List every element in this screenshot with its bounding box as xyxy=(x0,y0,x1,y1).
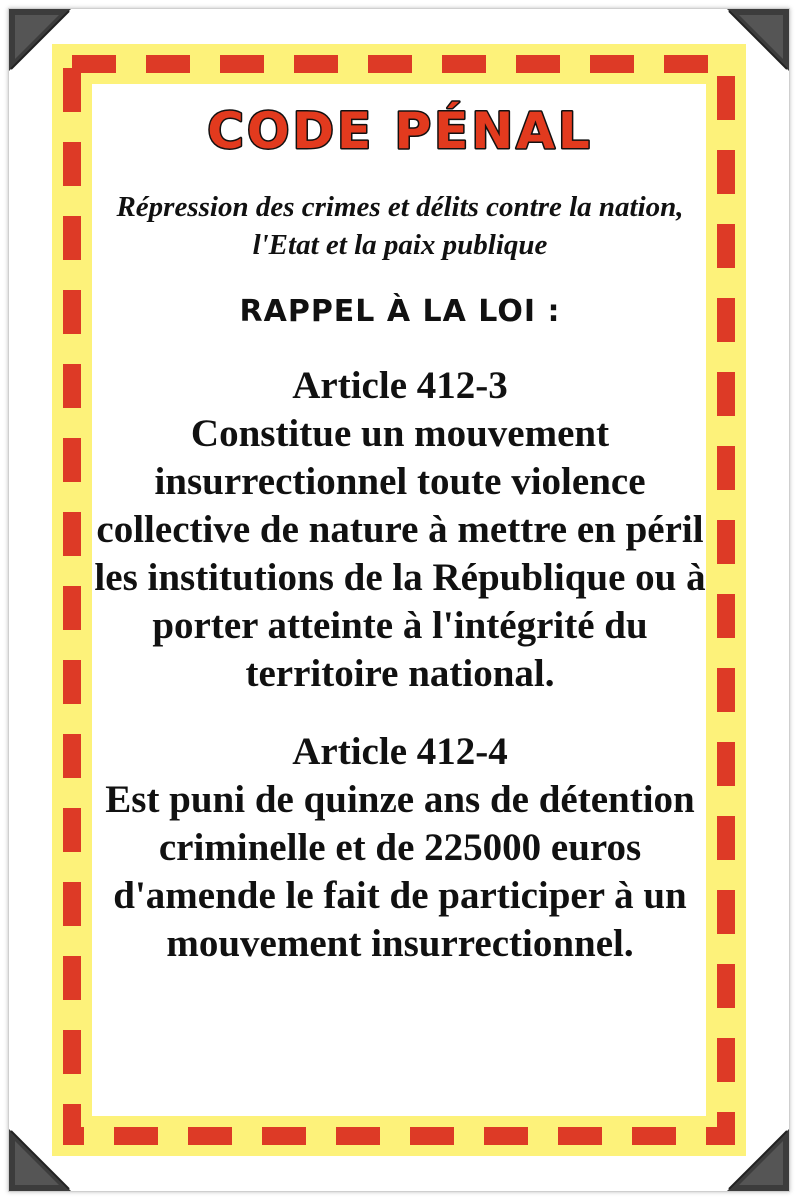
article-block xyxy=(80,728,720,968)
page-title xyxy=(80,96,720,166)
article-text: Est puni de quinze ans de détention criminelle et de 225000 euros d'amende le fait de participer à un mouvement insurrectionnel. xyxy=(105,778,695,965)
article-block xyxy=(80,362,720,698)
title-text: CODE PÉNAL xyxy=(207,102,593,160)
subtitle: Répression des crimes et délits contre la nation, l'Etat et la paix publique xyxy=(116,191,684,261)
article-heading: Article 412-4 xyxy=(292,730,508,773)
reminder-heading: RAPPEL À LA LOI : xyxy=(239,294,561,329)
article-text: Constitue un mouvement insurrectionnel toute violence collective de nature à mettre en péril les institutions de la République ou à porter atteinte à l'intégrité du territoire national. xyxy=(94,412,706,695)
poster-content xyxy=(80,96,720,968)
article-heading: Article 412-3 xyxy=(292,364,508,407)
